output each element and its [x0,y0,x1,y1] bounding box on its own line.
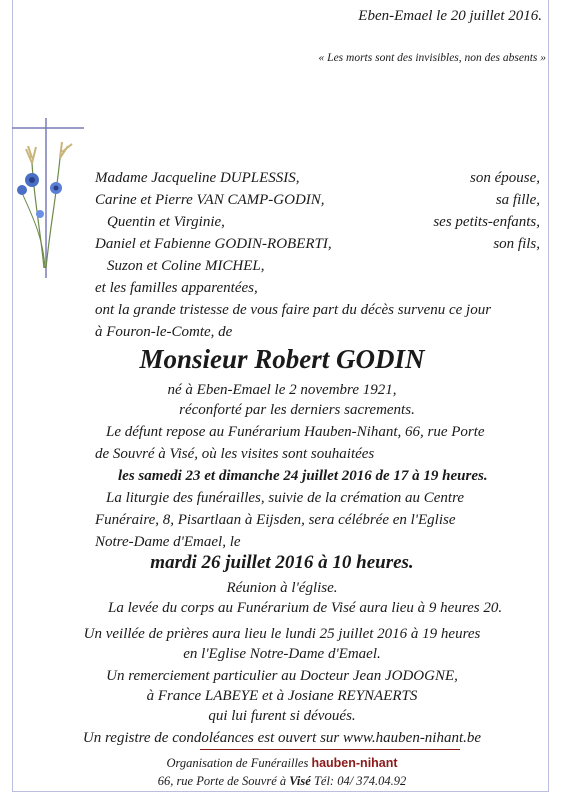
liturgy-line: La liturgie des funérailles, suivie de la crémation au Centre [106,490,465,506]
family-relation: sa fille, [495,192,540,208]
cornflower-wheat-icon [17,142,72,268]
family-name: Quentin et Virginie, [107,214,225,230]
visits-schedule: les samedi 23 et dimanche 24 juillet 2016 de 17 à 19 heures. [118,468,488,484]
footer-address [0,774,564,789]
footer-organisation [0,756,564,771]
repose-line: de Souvré à Visé, où les visites sont souhaitées [95,446,375,462]
family-name: et les familles apparentées, [95,280,258,296]
organisation-label: Organisation de Funérailles [166,756,309,770]
liturgy-line: Funéraire, 8, Pisartlaan à Eijsden, sera célébrée en l'Eglise [95,512,456,528]
thanks-line: Un remerciement particulier au Docteur Jean JODOGNE, [106,668,458,684]
thanks-line: à France LABEYE et à Josiane REYNAERTS [146,688,418,704]
thanks-line: qui lui furent si dévoués. [208,708,356,724]
meeting-line: Réunion à l'église. [226,580,338,596]
deceased-name: Monsieur Robert GODIN [139,344,425,374]
repose-line: Le défunt repose au Funérarium Hauben-Nihant, 66, rue Porte [106,424,485,440]
place-date: Eben-Emael le 20 juillet 2016. [358,8,542,24]
announcement-line: à Fouron-le-Comte, de [95,324,233,340]
city-text: Visé [289,774,311,788]
ceremony-datetime: mardi 26 juillet 2016 à 10 heures. [150,552,414,573]
quote: « Les morts sont des invisibles, non des absents » [318,52,546,64]
family-name: Daniel et Fabienne GODIN-ROBERTI, [95,236,332,252]
vigil-line: Un veillée de prières aura lieu le lundi 25 juillet 2016 à 19 heures [83,626,481,642]
brand-name: hauben-nihant [311,756,398,770]
levee-line: La levée du corps au Funérarium de Visé aura lieu à 9 heures 20. [108,600,503,616]
family-relation: ses petits-enfants, [433,214,540,230]
sacraments-line: réconforté par les derniers sacrements. [179,402,415,418]
family-relation: son épouse, [470,170,540,186]
vigil-line: en l'Eglise Notre-Dame d'Emael. [183,646,381,662]
register-line: Un registre de condoléances est ouvert sur www.hauben-nihant.be [82,730,482,746]
address-text: 66, rue Porte de Souvré à [157,774,287,788]
liturgy-line: Notre-Dame d'Emael, le [95,534,241,550]
phone-text: Tél: 04/ 374.04.92 [313,774,407,788]
birth-line: né à Eben-Emael le 2 novembre 1921, [167,382,397,398]
family-relation: son fils, [493,236,540,252]
announcement-line: ont la grande tristesse de vous faire part du décès survenu ce jour [95,302,492,318]
family-name: Carine et Pierre VAN CAMP-GODIN, [95,192,325,208]
family-name: Madame Jacqueline DUPLESSIS, [95,170,300,186]
family-name: Suzon et Coline MICHEL, [107,258,265,274]
footer-divider [200,749,460,750]
